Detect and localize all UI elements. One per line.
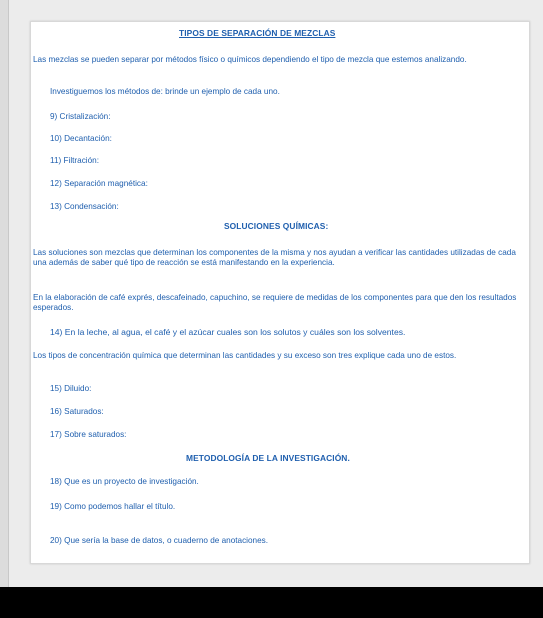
list-item-research-project: 18) Que es un proyecto de investigación. [50, 477, 199, 486]
list-item-saturated: 16) Saturados: [50, 407, 104, 416]
intro-paragraph: Las mezclas se pueden separar por métodos físico o químicos dependiendo el tipo de mezcla que estemos analizando. [33, 55, 467, 64]
coffee-paragraph: En la elaboración de café exprés, descafeinado, capuchino, se requiere de medidas de los componentes para que den los resultados esperados. [33, 293, 517, 312]
list-item-decantation: 10) Decantación: [50, 134, 112, 143]
concentration-paragraph: Los tipos de concentración química que determinan las cantidades y su exceso son tres explique cada uno de estos. [33, 351, 457, 360]
heading-separation-methods: TIPOS DE SEPARACIÓN DE MEZCLAS [179, 28, 336, 38]
heading-research-methodology: METODOLOGÍA DE LA INVESTIGACIÓN. [186, 453, 350, 463]
list-item-filtration: 11) Filtración: [50, 156, 99, 165]
list-item-crystallization: 9) Cristalización: [50, 112, 111, 121]
left-sidebar-strip [0, 0, 9, 587]
list-item-magnetic-separation: 12) Separación magnética: [50, 179, 148, 188]
list-item-supersaturated: 17) Sobre saturados: [50, 430, 127, 439]
list-item-condensation: 13) Condensación: [50, 202, 119, 211]
list-item-find-title: 19) Como podemos hallar el título. [50, 502, 176, 511]
bottom-black-bar [0, 587, 543, 618]
list-item-database-notebook: 20) Que sería la base de datos, o cuaderno de anotaciones. [50, 536, 269, 545]
investigate-line: Investiguemos los métodos de: brinde un ejemplo de cada uno. [50, 87, 280, 96]
list-item-solutes-solvents: 14) En la leche, al agua, el café y el azúcar cuales son los solutos y cuáles son los solventes. [50, 327, 406, 337]
document-page [30, 21, 530, 564]
solutions-paragraph: Las soluciones son mezclas que determinan los componentes de la misma y nos ayudan a verificar las cantidades utilizadas de cada una además de saber qué tipo de reacción se está manifestando en la experiencia. [33, 248, 516, 267]
heading-chemical-solutions: SOLUCIONES QUÍMICAS: [224, 221, 329, 231]
list-item-diluted: 15) Diluido: [50, 384, 92, 393]
